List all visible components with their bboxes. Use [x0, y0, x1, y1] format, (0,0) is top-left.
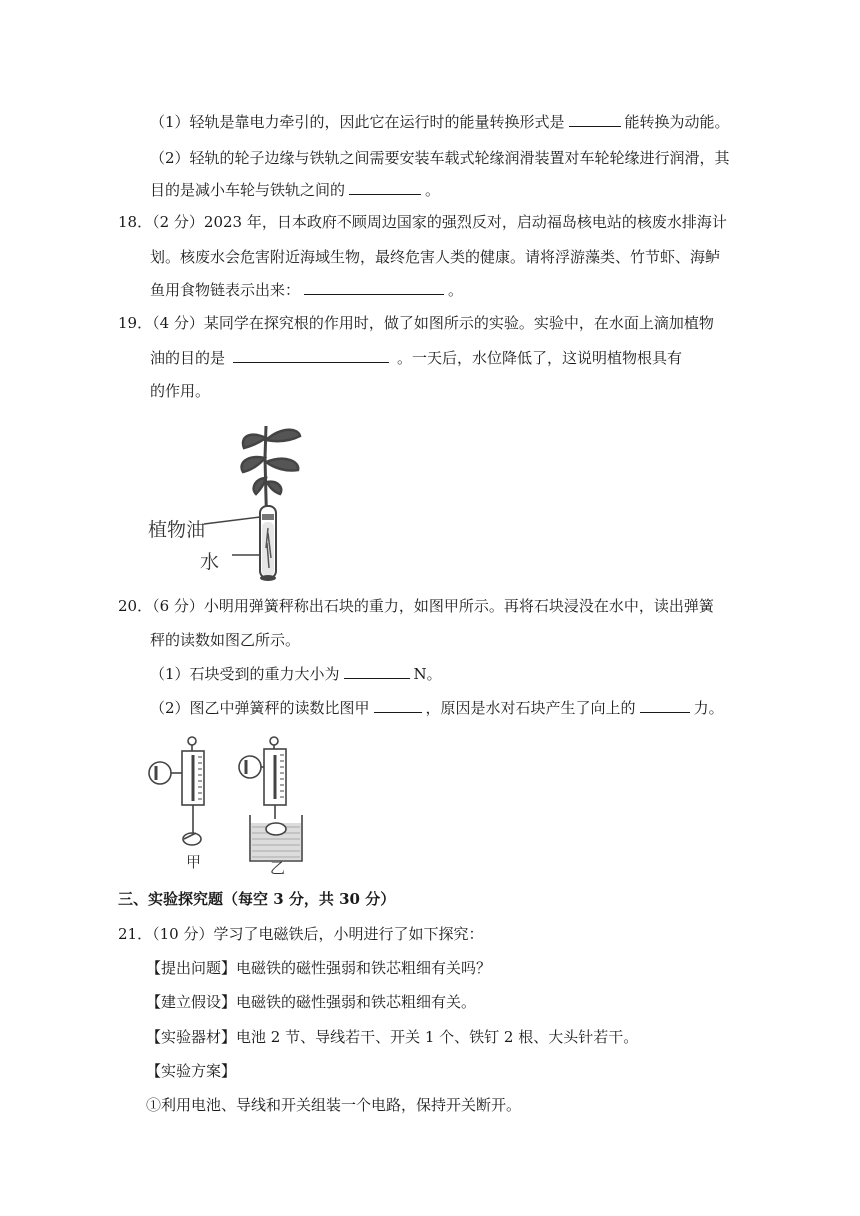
q19-text3: 的作用。 — [150, 382, 211, 400]
q18-end: 。 — [448, 281, 464, 299]
q17-sub1-text: （1）轻轨是靠电力牵引的，因此它在运行时的能量转换形式是 — [150, 113, 565, 131]
q21-step1 — [146, 1095, 521, 1115]
q19-line3 — [150, 381, 210, 401]
q21-plan-text: 【实验方案】 — [146, 1062, 237, 1080]
q17-sub2-line1 — [150, 148, 730, 168]
figure-label-jia: 甲 — [186, 853, 202, 871]
q21-question — [146, 958, 491, 978]
q21-text1: 21．（10 分）学习了电磁铁后，小明进行了如下探究： — [118, 925, 484, 943]
answer-blank[interactable] — [344, 664, 410, 679]
q20-sub2-end: 力。 — [693, 699, 724, 717]
q18-text1: 18．（2 分）2023 年，日本政府不顾周边国家的强烈反对，启动福岛核电站的核废水排海计 — [118, 213, 727, 231]
q21-step1-text: ①利用电池、导线和开关组装一个电路，保持开关断开。 — [146, 1096, 522, 1114]
section-heading — [118, 889, 395, 909]
spring-scale-figure — [146, 733, 336, 875]
q18-text2: 划。核废水会危害附近海域生物，最终危害人类的健康。请将浮游藻类、竹节虾、海鲈 — [150, 248, 721, 266]
q19-line1 — [118, 313, 714, 333]
q17-sub1 — [150, 112, 730, 132]
q20-sub2 — [150, 698, 724, 718]
answer-blank[interactable] — [640, 698, 690, 713]
q20-sub2-text: （2）图乙中弹簧秤的读数比图甲 — [150, 699, 370, 717]
q18-line2 — [150, 247, 720, 267]
q21-hypothesis-text: 【建立假设】电磁铁的磁性强弱和铁芯粗细有关。 — [146, 993, 477, 1011]
q20-text2: 秤的读数如图乙所示。 — [150, 631, 301, 649]
q21-plan — [146, 1061, 236, 1081]
section-heading-text: 三、实验探究题（每空 3 分，共 30 分） — [118, 890, 396, 908]
q19-text2: 油的目的是 — [150, 349, 226, 367]
answer-blank[interactable] — [233, 348, 389, 363]
q21-materials-text: 【实验器材】电池 2 节、导线若干、开关 1 个、铁钉 2 根、大头针若干。 — [146, 1028, 639, 1046]
q20-sub1-end: N。 — [413, 665, 442, 683]
q21-hypothesis — [146, 992, 476, 1012]
answer-blank[interactable] — [569, 112, 621, 127]
answer-blank[interactable] — [304, 280, 444, 295]
q20-sub1-text: （1）石块受到的重力大小为 — [150, 665, 340, 683]
plant-test-tube-figure — [148, 418, 328, 588]
q17-sub2-text: （2）轻轨的轮子边缘与铁轨之间需要安装车载式轮缘润滑装置对车轮轮缘进行润滑，其 — [150, 149, 730, 167]
answer-blank[interactable] — [374, 698, 422, 713]
answer-blank[interactable] — [349, 180, 421, 195]
q21-line1 — [118, 924, 483, 944]
q17-sub1-end: 能转换为动能。 — [624, 113, 730, 131]
q20-line1 — [118, 596, 714, 616]
q21-materials — [146, 1027, 638, 1047]
q19-text2b: 。一天后，水位降低了，这说明植物根具有 — [397, 349, 683, 367]
q17-sub2-text2: 目的是减小车轮与铁轨之间的 — [150, 181, 346, 199]
spring-scale-jia — [149, 737, 204, 845]
q18-text3: 鱼用食物链表示出来： — [150, 281, 301, 299]
q20-line2 — [150, 630, 300, 650]
figure-label-oil: 植物油 — [148, 519, 206, 541]
q20-sub2-mid: ，原因是水对石块产生了向上的 — [425, 699, 636, 717]
q18-line1 — [118, 212, 727, 232]
figure-label-water: 水 — [200, 551, 220, 573]
q17-sub2-line2 — [150, 180, 440, 200]
q19-line2 — [150, 348, 682, 368]
q21-question-text: 【提出问题】电磁铁的磁性强弱和铁芯粗细有关吗？ — [146, 959, 492, 977]
q19-text1: 19．（4 分）某同学在探究根的作用时，做了如图所示的实验。实验中，在水面上滴加植物 — [118, 314, 714, 332]
q20-text1: 20．（6 分）小明用弹簧秤称出石块的重力，如图甲所示。再将石块浸没在水中，读出弹簧 — [118, 597, 714, 615]
q20-sub1 — [150, 664, 442, 684]
q17-sub2-end: 。 — [425, 181, 441, 199]
figure-label-yi: 乙 — [270, 859, 286, 875]
q18-line3 — [150, 280, 463, 300]
spring-scale-yi — [239, 737, 302, 861]
